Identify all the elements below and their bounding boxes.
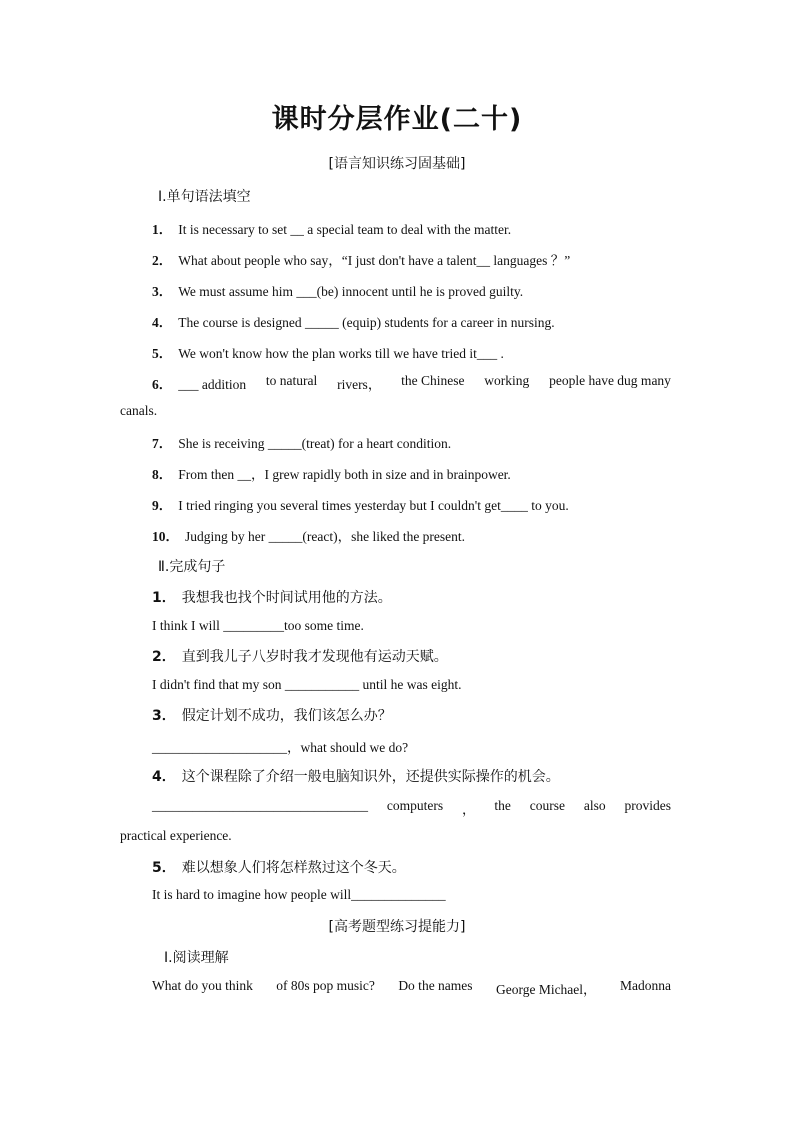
question-2 [152, 249, 570, 269]
question-text-word: the Chinese [401, 373, 465, 388]
question-number: 3． [152, 708, 176, 724]
question-number: 9． [152, 498, 173, 513]
question-number: 4． [152, 315, 173, 330]
question-text-word: ___ addition [178, 377, 247, 392]
part2-header: [高考题型练习提能力] [328, 919, 466, 935]
question-text: It is necessary to set __ a special team to deal with the matter. [178, 222, 512, 237]
section3-heading: Ⅰ.阅读理解 [164, 950, 229, 966]
translation-4-answer-line2: practical experience. [120, 828, 232, 843]
question-number: 4． [152, 769, 176, 785]
question-number: 7． [152, 436, 173, 451]
question-9 [152, 494, 569, 514]
reading-paragraph-line1 [152, 978, 671, 998]
answer-word: also [583, 798, 606, 813]
question-text: The course is designed _____ (equip) students for a career in nursing. [178, 315, 555, 330]
section1-heading: Ⅰ.单句语法填空 [158, 189, 251, 205]
question-number: 5． [152, 346, 173, 361]
question-number: 3． [152, 284, 173, 299]
question-1 [152, 218, 511, 238]
question-text: We must assume him ___(be) innocent until he is proved guilty. [178, 284, 524, 299]
question-text-word: working [484, 373, 530, 388]
question-text: We won't know how the plan works till we have tried it___ . [178, 346, 504, 361]
question-number: 1． [152, 590, 176, 606]
question-7 [152, 432, 451, 452]
paragraph-word: George Michael， [495, 982, 597, 997]
question-10 [152, 525, 465, 545]
question-3 [152, 280, 523, 300]
section2-heading: Ⅱ.完成句子 [158, 559, 226, 575]
translation-2-answer: I didn't find that my son ___________ until he was eight. [152, 677, 462, 692]
question-text: Judging by her _____(react)，she liked the present. [185, 529, 466, 544]
question-6-line2: canals. [120, 403, 158, 418]
question-text-word: rivers， [337, 377, 382, 392]
question-number: 1． [152, 222, 173, 237]
question-text-word: to natural [265, 373, 318, 388]
question-text: What about people who say，“I just don't have a talent__ languages ？” [178, 253, 571, 268]
translation-3-prompt [152, 705, 392, 725]
chinese-sentence: 难以想象人们将怎样熬过这个冬天。 [181, 860, 406, 876]
question-6-line1 [152, 373, 671, 393]
question-number: 5． [152, 860, 176, 876]
question-number: 8． [152, 467, 173, 482]
page-title: 课时分层作业(二十) [271, 104, 523, 135]
answer-word: ， [462, 802, 476, 817]
question-text: She is receiving _____(treat) for a heart condition. [178, 436, 452, 451]
question-5 [152, 342, 504, 362]
part1-header: [语言知识练习固基础] [328, 156, 466, 172]
answer-word: course [529, 798, 565, 813]
translation-2-prompt [152, 646, 448, 666]
question-8 [152, 463, 511, 483]
answer-word: computers [386, 798, 444, 813]
translation-1-answer: I think I will _________too some time. [152, 618, 364, 633]
translation-5-answer: It is hard to imagine how people will______________ [152, 887, 446, 902]
translation-4-prompt [152, 766, 560, 786]
paragraph-word: Do the names [398, 978, 473, 993]
question-number: 6． [152, 377, 173, 392]
question-4 [152, 311, 555, 331]
translation-4-answer-line1 [152, 798, 671, 818]
translation-3-answer: ____________________，what should we do? [152, 740, 409, 755]
paragraph-word: What do you think [152, 978, 253, 993]
answer-word: ________________________________ [152, 798, 368, 813]
answer-word: provides [624, 798, 671, 813]
question-text-word: people have dug many [549, 373, 671, 388]
question-text: From then __，I grew rapidly both in size and in brainpower. [178, 467, 511, 482]
chinese-sentence: 直到我儿子八岁时我才发现他有运动天赋。 [181, 649, 448, 665]
chinese-sentence: 假定计划不成功，我们该怎么办？ [181, 708, 392, 724]
paragraph-word: of 80s pop music? [276, 978, 375, 993]
chinese-sentence: 我想我也找个时间试用他的方法。 [181, 590, 392, 606]
question-number: 2． [152, 649, 176, 665]
answer-word: the [494, 798, 511, 813]
translation-1-prompt [152, 587, 392, 607]
question-number: 2． [152, 253, 173, 268]
paragraph-word: Madonna [619, 978, 671, 993]
chinese-sentence: 这个课程除了介绍一般电脑知识外，还提供实际操作的机会。 [181, 769, 560, 785]
question-text: I tried ringing you several times yesterday but I couldn't get____ to you. [178, 498, 569, 513]
question-number: 10． [152, 529, 179, 544]
translation-5-prompt [152, 857, 406, 877]
